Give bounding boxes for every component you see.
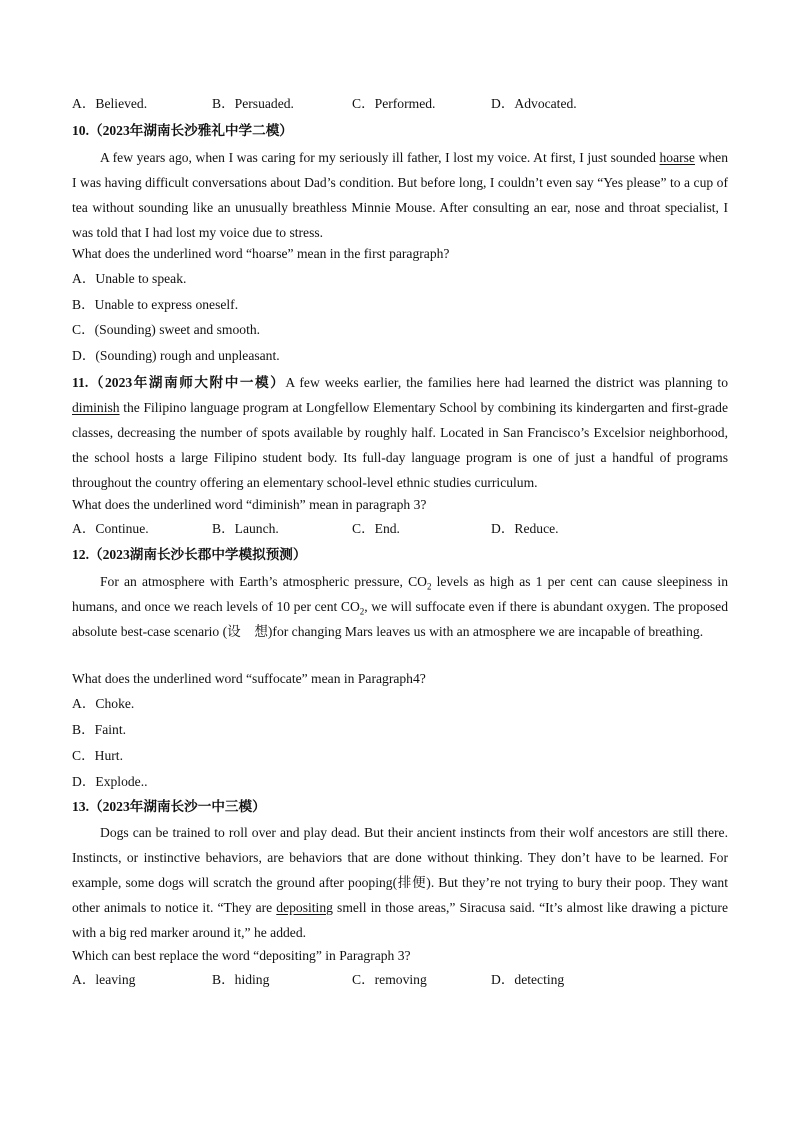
- q11-keyword: diminish: [72, 400, 120, 415]
- q10-option-c: C．(Sounding) sweet and smooth.: [72, 322, 261, 337]
- q11-option-c: C．End.: [352, 521, 400, 536]
- q9-option-c: C．Performed.: [352, 96, 436, 111]
- q11-question: What does the underlined word “diminish” mean in paragraph 3?: [72, 497, 427, 512]
- q11-number: 11.: [72, 375, 89, 390]
- q12-passage-text-1: For an atmosphere with Earth’s atmospheric pressure, CO: [100, 574, 427, 589]
- q13-source: （2023年湖南长沙一中三模）: [89, 799, 266, 814]
- q10-option-d: D．(Sounding) rough and unpleasant.: [72, 348, 280, 363]
- q9-option-b: B．Persuaded.: [212, 96, 294, 111]
- q10-passage-text-2: when I was having difficult conversations about Dad’s condition. But before long, I couldn’t even say “Yes please” to a cup of tea without sounding like an unusually breathless Minnie Mouse. After consulting an ear, nose and throat specialist, I was told that I had lost my voice due to stress.: [72, 150, 729, 240]
- q12-option-b: B．Faint.: [72, 722, 127, 737]
- q13-option-a: A．leaving: [72, 972, 136, 987]
- q10-option-b: B．Unable to express oneself.: [72, 297, 239, 312]
- q11-passage-text-2: the Filipino language program at Longfellow Elementary School by combining its kindergarten and first-grade classes, decreasing the number of spots available by roughly half. Located in San Francisco’s Excelsior neighborhood, the school hosts a large Filipino student body. Its full-day language program is one of just a handful of programs throughout the country offering an elementary school-level ethnic studies curriculum.: [72, 400, 728, 490]
- q10-source: （2023年湖南长沙雅礼中学二模）: [89, 123, 293, 138]
- q10-passage: [72, 145, 728, 245]
- q12-passage: [72, 569, 728, 644]
- q11-options: [72, 519, 732, 539]
- q10-keyword: hoarse: [659, 150, 695, 165]
- q13-option-c: C．removing: [352, 972, 427, 987]
- q12-header: [72, 544, 732, 566]
- q10-option-a: A．Unable to speak.: [72, 271, 187, 286]
- q13-number: 13.: [72, 799, 89, 814]
- q13-passage-text-2: smell in those areas,” Siracusa said. “It’s almost like drawing a picture with a big red marker around it,” he added.: [72, 900, 728, 940]
- q13-passage-text-1: Dogs can be trained to roll over and play dead. But their ancient instincts from their wolf ancestors are still there. Instincts, or instinctive behaviors, are behaviors that are done without thinking. They don’t have to be learned. For example, some dogs will scratch the ground after pooping(排便). But they’re not trying to bury their poop. They want other animals to notice it. “They are: [72, 825, 728, 915]
- q12-option-c: C．Hurt.: [72, 748, 123, 763]
- q12-passage-text-3: , we will suffocate even if there is abundant oxygen. The proposed absolute best-case scenario (设 想)for changing Mars leaves us with an atmosphere we are incapable of breathing.: [72, 599, 728, 639]
- q13-option-d: D．detecting: [491, 972, 565, 987]
- q13-question: Which can best replace the word “depositing” in Paragraph 3?: [72, 948, 411, 963]
- q12-subscript-1: 2: [426, 581, 432, 592]
- q9-options: [72, 94, 732, 114]
- q11-passage: [72, 370, 728, 495]
- q13-passage: [72, 820, 728, 945]
- q11-option-b: B．Launch.: [212, 521, 279, 536]
- q9-option-a: A．Believed.: [72, 96, 148, 111]
- q10-header: [72, 120, 732, 142]
- q12-passage-text-2: levels as high as 1 per cent can cause sleepiness in humans, and once we reach levels of 10 per cent CO: [72, 574, 728, 614]
- q13-options: [72, 970, 732, 990]
- q11-source: （2023年湖南师大附中一模）: [88, 375, 286, 390]
- q10-passage-text-1: A few years ago, when I was caring for my seriously ill father, I lost my voice. At first, I just sounded: [100, 150, 660, 165]
- q10-number: 10.: [72, 123, 89, 138]
- q9-option-d: D．Advocated.: [491, 96, 577, 111]
- q12-subscript-2: 2: [359, 606, 365, 617]
- q11-passage-text-1: A few weeks earlier, the families here had learned the district was planning to: [285, 375, 728, 390]
- q12-source: （2023湖南长沙长郡中学模拟预测）: [89, 547, 307, 562]
- q13-header: [72, 796, 732, 818]
- q12-option-d: D．Explode..: [72, 774, 148, 789]
- q10-question: What does the underlined word “hoarse” mean in the first paragraph?: [72, 246, 450, 261]
- q12-number: 12.: [72, 547, 89, 562]
- q11-option-d: D．Reduce.: [491, 521, 559, 536]
- q12-option-a: A．Choke.: [72, 696, 135, 711]
- q13-keyword: depositing: [276, 900, 333, 915]
- q12-question: What does the underlined word “suffocate” mean in Paragraph4?: [72, 671, 426, 686]
- q13-option-b: B．hiding: [212, 972, 270, 987]
- q11-option-a: A．Continue.: [72, 521, 149, 536]
